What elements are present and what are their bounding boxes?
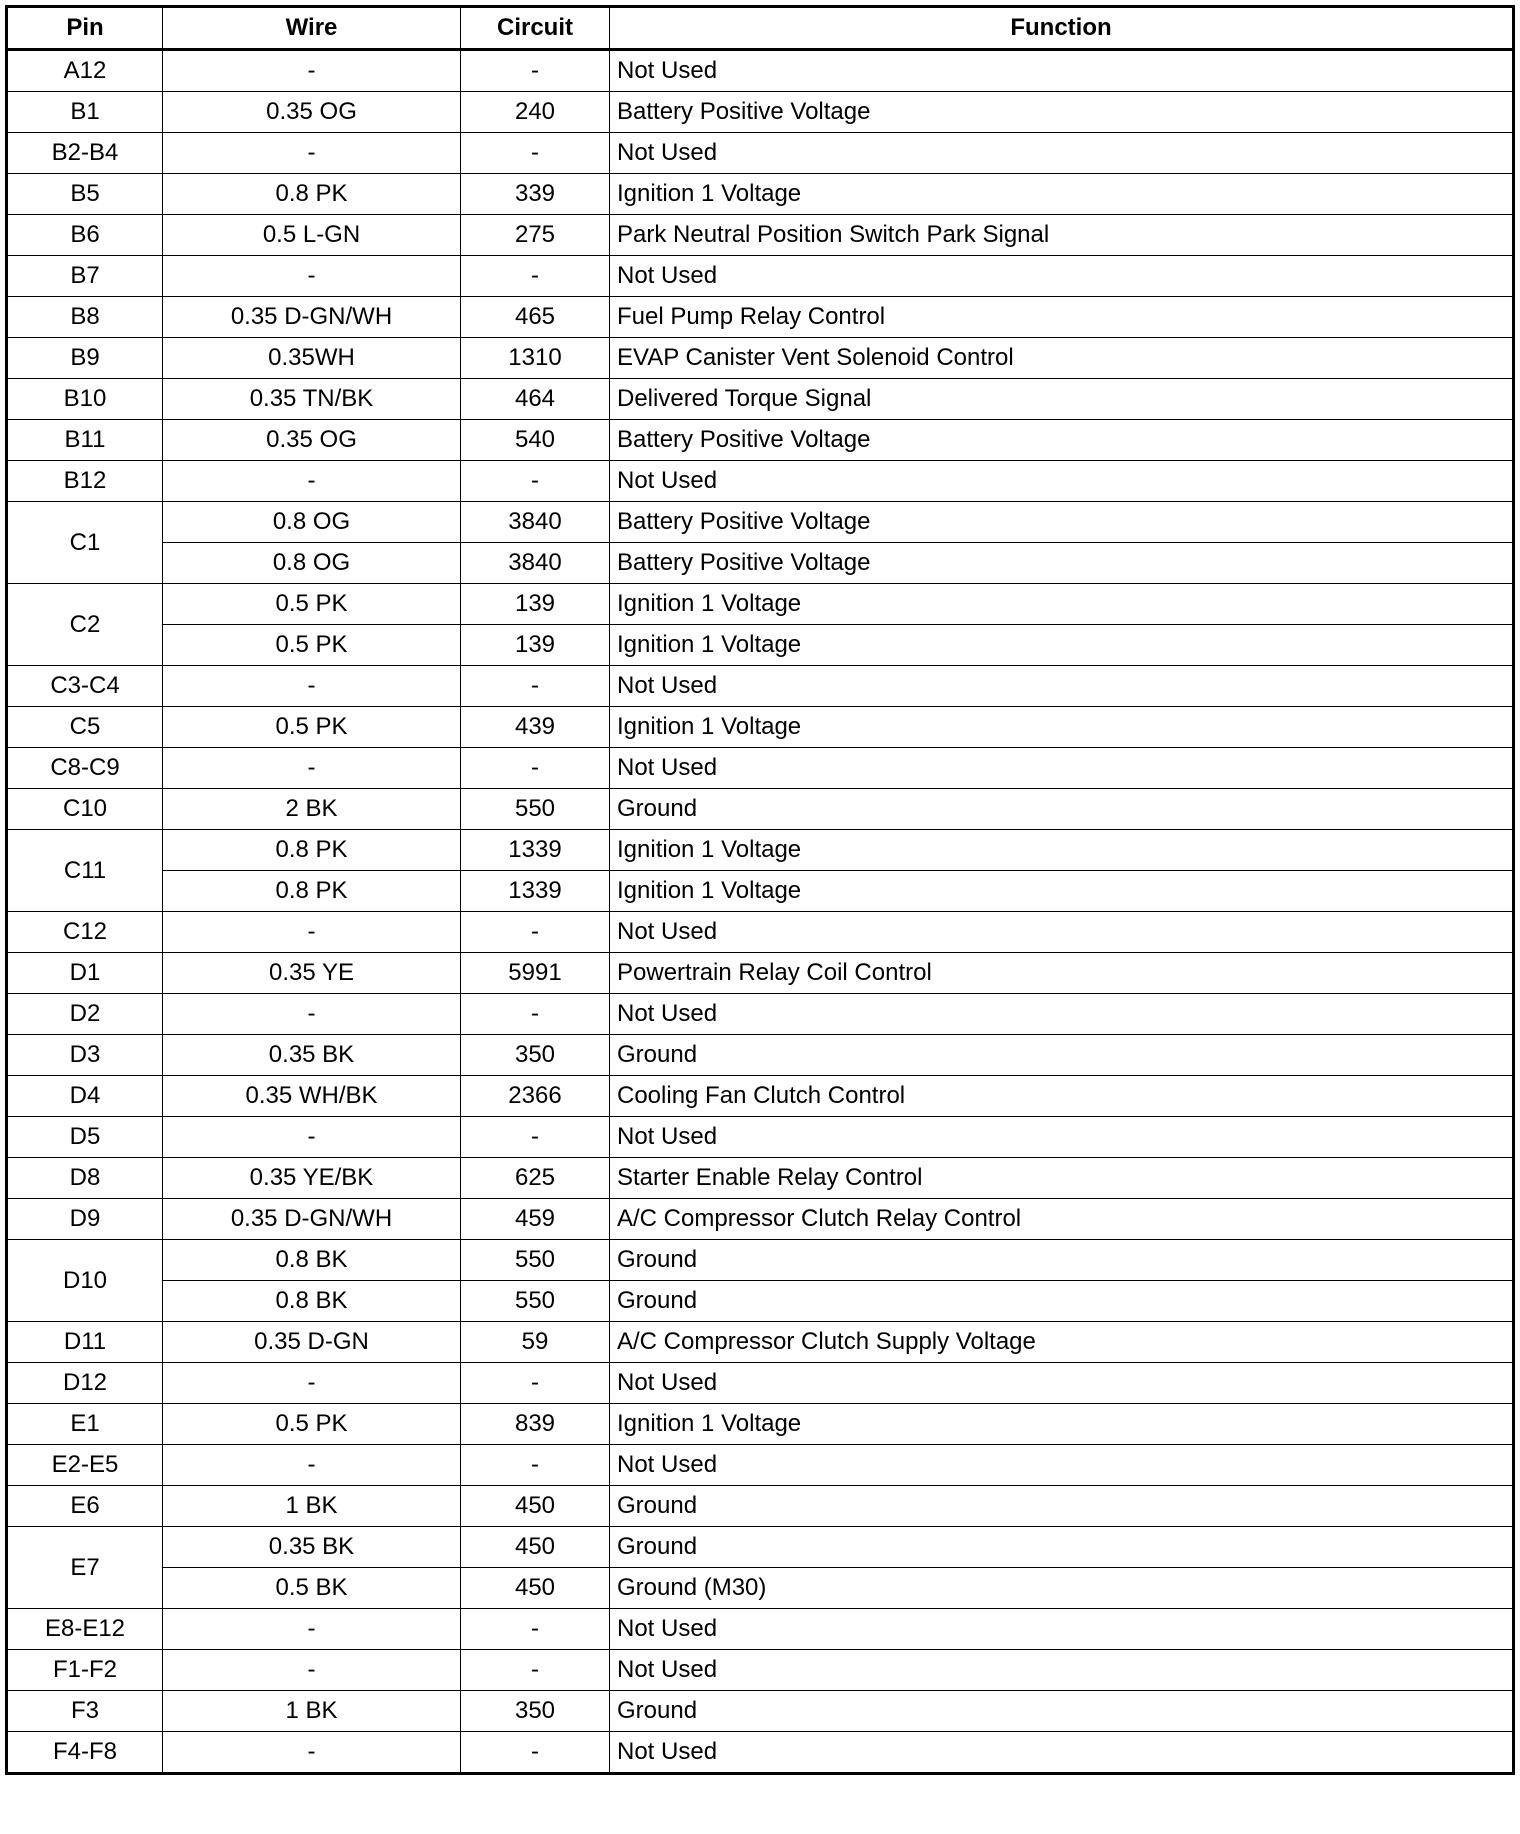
function-cell: Ignition 1 Voltage xyxy=(610,584,1514,625)
wire-cell: - xyxy=(163,1117,461,1158)
circuit-cell: 59 xyxy=(461,1322,610,1363)
pin-cell: D10 xyxy=(7,1240,163,1322)
wire-cell: 0.35 OG xyxy=(163,420,461,461)
circuit-cell: 550 xyxy=(461,789,610,830)
table-row xyxy=(7,1568,1514,1609)
circuit-cell: 550 xyxy=(461,1240,610,1281)
pin-cell: C12 xyxy=(7,912,163,953)
wire-cell: - xyxy=(163,912,461,953)
table-body xyxy=(7,50,1514,1774)
pin-cell: C1 xyxy=(7,502,163,584)
wire-cell: 0.35 D-GN xyxy=(163,1322,461,1363)
function-cell: Not Used xyxy=(610,50,1514,92)
table-row xyxy=(7,953,1514,994)
pin-cell: B11 xyxy=(7,420,163,461)
wire-cell: 0.8 BK xyxy=(163,1281,461,1322)
circuit-cell: 1339 xyxy=(461,871,610,912)
table-row xyxy=(7,50,1514,92)
pin-cell: B7 xyxy=(7,256,163,297)
circuit-cell: - xyxy=(461,1363,610,1404)
circuit-cell: 350 xyxy=(461,1691,610,1732)
connector-pinout-sheet xyxy=(5,5,1515,1775)
function-cell: Ground (M30) xyxy=(610,1568,1514,1609)
table-row xyxy=(7,666,1514,707)
wire-cell: - xyxy=(163,461,461,502)
table-row xyxy=(7,707,1514,748)
header-wire: Wire xyxy=(163,7,461,50)
table-row xyxy=(7,379,1514,420)
circuit-cell: 450 xyxy=(461,1568,610,1609)
table-row xyxy=(7,1281,1514,1322)
pin-cell: C8-C9 xyxy=(7,748,163,789)
table-row xyxy=(7,1076,1514,1117)
wire-cell: 0.5 BK xyxy=(163,1568,461,1609)
wire-cell: - xyxy=(163,1609,461,1650)
circuit-cell: 1339 xyxy=(461,830,610,871)
function-cell: Ignition 1 Voltage xyxy=(610,625,1514,666)
table-row xyxy=(7,461,1514,502)
circuit-cell: 2366 xyxy=(461,1076,610,1117)
wire-cell: 0.5 L-GN xyxy=(163,215,461,256)
function-cell: Not Used xyxy=(610,1117,1514,1158)
wire-cell: 0.35WH xyxy=(163,338,461,379)
table-row xyxy=(7,1691,1514,1732)
pinout-table xyxy=(5,5,1515,1775)
circuit-cell: - xyxy=(461,1117,610,1158)
wire-cell: 0.8 BK xyxy=(163,1240,461,1281)
table-row xyxy=(7,133,1514,174)
wire-cell: 1 BK xyxy=(163,1691,461,1732)
function-cell: Not Used xyxy=(610,256,1514,297)
pin-cell: C3-C4 xyxy=(7,666,163,707)
pin-cell: C5 xyxy=(7,707,163,748)
pin-cell: B8 xyxy=(7,297,163,338)
wire-cell: 0.35 OG xyxy=(163,92,461,133)
wire-cell: - xyxy=(163,748,461,789)
circuit-cell: 439 xyxy=(461,707,610,748)
table-row xyxy=(7,1240,1514,1281)
pin-cell: B1 xyxy=(7,92,163,133)
function-cell: Ignition 1 Voltage xyxy=(610,174,1514,215)
wire-cell: - xyxy=(163,1363,461,1404)
function-cell: Not Used xyxy=(610,1363,1514,1404)
function-cell: Ground xyxy=(610,1486,1514,1527)
wire-cell: 1 BK xyxy=(163,1486,461,1527)
pin-cell: F4-F8 xyxy=(7,1732,163,1774)
pin-cell: D8 xyxy=(7,1158,163,1199)
table-row xyxy=(7,1117,1514,1158)
function-cell: Ignition 1 Voltage xyxy=(610,1404,1514,1445)
wire-cell: 0.8 PK xyxy=(163,830,461,871)
table-row xyxy=(7,912,1514,953)
header-function: Function xyxy=(610,7,1514,50)
table-row xyxy=(7,1609,1514,1650)
wire-cell: 0.35 BK xyxy=(163,1035,461,1076)
pin-cell: D2 xyxy=(7,994,163,1035)
table-row xyxy=(7,1035,1514,1076)
pin-cell: B2-B4 xyxy=(7,133,163,174)
function-cell: Ground xyxy=(610,1527,1514,1568)
function-cell: Not Used xyxy=(610,461,1514,502)
wire-cell: 0.5 PK xyxy=(163,625,461,666)
function-cell: Ground xyxy=(610,789,1514,830)
pin-cell: D11 xyxy=(7,1322,163,1363)
table-row xyxy=(7,1322,1514,1363)
circuit-cell: 240 xyxy=(461,92,610,133)
function-cell: Delivered Torque Signal xyxy=(610,379,1514,420)
pin-cell: B9 xyxy=(7,338,163,379)
pin-cell: D12 xyxy=(7,1363,163,1404)
wire-cell: - xyxy=(163,256,461,297)
table-row xyxy=(7,338,1514,379)
wire-cell: 0.5 PK xyxy=(163,1404,461,1445)
circuit-cell: 139 xyxy=(461,625,610,666)
pin-cell: E1 xyxy=(7,1404,163,1445)
function-cell: Ground xyxy=(610,1240,1514,1281)
function-cell: Not Used xyxy=(610,1445,1514,1486)
wire-cell: 0.35 D-GN/WH xyxy=(163,297,461,338)
wire-cell: 0.35 YE xyxy=(163,953,461,994)
function-cell: Battery Positive Voltage xyxy=(610,92,1514,133)
pin-cell: D3 xyxy=(7,1035,163,1076)
circuit-cell: 540 xyxy=(461,420,610,461)
pin-cell: D5 xyxy=(7,1117,163,1158)
function-cell: Not Used xyxy=(610,1650,1514,1691)
table-row xyxy=(7,297,1514,338)
circuit-cell: - xyxy=(461,1732,610,1774)
pin-cell: B6 xyxy=(7,215,163,256)
circuit-cell: 3840 xyxy=(461,502,610,543)
wire-cell: 0.8 PK xyxy=(163,174,461,215)
wire-cell: 0.35 TN/BK xyxy=(163,379,461,420)
circuit-cell: - xyxy=(461,748,610,789)
function-cell: Battery Positive Voltage xyxy=(610,420,1514,461)
header-pin: Pin xyxy=(7,7,163,50)
table-row xyxy=(7,1732,1514,1774)
circuit-cell: - xyxy=(461,666,610,707)
table-row xyxy=(7,543,1514,584)
function-cell: Powertrain Relay Coil Control xyxy=(610,953,1514,994)
pin-cell: F1-F2 xyxy=(7,1650,163,1691)
circuit-cell: 3840 xyxy=(461,543,610,584)
table-row xyxy=(7,1445,1514,1486)
function-cell: Not Used xyxy=(610,666,1514,707)
pin-cell: F3 xyxy=(7,1691,163,1732)
circuit-cell: 1310 xyxy=(461,338,610,379)
circuit-cell: 459 xyxy=(461,1199,610,1240)
function-cell: Battery Positive Voltage xyxy=(610,502,1514,543)
function-cell: Ignition 1 Voltage xyxy=(610,830,1514,871)
circuit-cell: 275 xyxy=(461,215,610,256)
circuit-cell: 625 xyxy=(461,1158,610,1199)
table-row xyxy=(7,1199,1514,1240)
pin-cell: D4 xyxy=(7,1076,163,1117)
header-row xyxy=(7,7,1514,50)
function-cell: Ground xyxy=(610,1691,1514,1732)
function-cell: Cooling Fan Clutch Control xyxy=(610,1076,1514,1117)
pin-cell: B12 xyxy=(7,461,163,502)
wire-cell: 0.8 PK xyxy=(163,871,461,912)
wire-cell: - xyxy=(163,666,461,707)
table-row xyxy=(7,174,1514,215)
table-row xyxy=(7,789,1514,830)
circuit-cell: - xyxy=(461,1445,610,1486)
table-row xyxy=(7,994,1514,1035)
table-row xyxy=(7,1404,1514,1445)
pin-cell: C2 xyxy=(7,584,163,666)
table-row xyxy=(7,420,1514,461)
wire-cell: 0.35 D-GN/WH xyxy=(163,1199,461,1240)
circuit-cell: - xyxy=(461,1650,610,1691)
function-cell: Starter Enable Relay Control xyxy=(610,1158,1514,1199)
wire-cell: - xyxy=(163,994,461,1035)
wire-cell: - xyxy=(163,1650,461,1691)
wire-cell: - xyxy=(163,1445,461,1486)
table-row xyxy=(7,1363,1514,1404)
wire-cell: 0.35 WH/BK xyxy=(163,1076,461,1117)
circuit-cell: - xyxy=(461,994,610,1035)
function-cell: A/C Compressor Clutch Relay Control xyxy=(610,1199,1514,1240)
function-cell: Not Used xyxy=(610,1732,1514,1774)
circuit-cell: - xyxy=(461,50,610,92)
function-cell: Ignition 1 Voltage xyxy=(610,871,1514,912)
circuit-cell: 350 xyxy=(461,1035,610,1076)
circuit-cell: 450 xyxy=(461,1486,610,1527)
circuit-cell: 139 xyxy=(461,584,610,625)
circuit-cell: 339 xyxy=(461,174,610,215)
table-header xyxy=(7,7,1514,50)
table-row xyxy=(7,215,1514,256)
pin-cell: E8-E12 xyxy=(7,1609,163,1650)
table-row xyxy=(7,92,1514,133)
wire-cell: 2 BK xyxy=(163,789,461,830)
wire-cell: - xyxy=(163,50,461,92)
table-row xyxy=(7,256,1514,297)
table-row xyxy=(7,1486,1514,1527)
table-row xyxy=(7,625,1514,666)
circuit-cell: - xyxy=(461,461,610,502)
table-row xyxy=(7,871,1514,912)
function-cell: A/C Compressor Clutch Supply Voltage xyxy=(610,1322,1514,1363)
function-cell: Fuel Pump Relay Control xyxy=(610,297,1514,338)
function-cell: Not Used xyxy=(610,994,1514,1035)
function-cell: Ignition 1 Voltage xyxy=(610,707,1514,748)
circuit-cell: - xyxy=(461,133,610,174)
circuit-cell: 464 xyxy=(461,379,610,420)
wire-cell: 0.8 OG xyxy=(163,543,461,584)
pin-cell: E7 xyxy=(7,1527,163,1609)
function-cell: Not Used xyxy=(610,912,1514,953)
wire-cell: - xyxy=(163,1732,461,1774)
pin-cell: E6 xyxy=(7,1486,163,1527)
wire-cell: 0.8 OG xyxy=(163,502,461,543)
function-cell: Park Neutral Position Switch Park Signal xyxy=(610,215,1514,256)
table-row xyxy=(7,748,1514,789)
pin-cell: D9 xyxy=(7,1199,163,1240)
pin-cell: D1 xyxy=(7,953,163,994)
header-circuit: Circuit xyxy=(461,7,610,50)
function-cell: EVAP Canister Vent Solenoid Control xyxy=(610,338,1514,379)
table-row xyxy=(7,1527,1514,1568)
circuit-cell: 550 xyxy=(461,1281,610,1322)
table-row xyxy=(7,584,1514,625)
pin-cell: C11 xyxy=(7,830,163,912)
circuit-cell: 450 xyxy=(461,1527,610,1568)
circuit-cell: 839 xyxy=(461,1404,610,1445)
function-cell: Battery Positive Voltage xyxy=(610,543,1514,584)
wire-cell: 0.35 BK xyxy=(163,1527,461,1568)
table-row xyxy=(7,830,1514,871)
wire-cell: - xyxy=(163,133,461,174)
circuit-cell: 5991 xyxy=(461,953,610,994)
function-cell: Ground xyxy=(610,1035,1514,1076)
table-row xyxy=(7,502,1514,543)
table-row xyxy=(7,1158,1514,1199)
pin-cell: A12 xyxy=(7,50,163,92)
table-row xyxy=(7,1650,1514,1691)
circuit-cell: - xyxy=(461,1609,610,1650)
function-cell: Not Used xyxy=(610,133,1514,174)
pin-cell: E2-E5 xyxy=(7,1445,163,1486)
circuit-cell: - xyxy=(461,912,610,953)
pin-cell: C10 xyxy=(7,789,163,830)
circuit-cell: 465 xyxy=(461,297,610,338)
wire-cell: 0.5 PK xyxy=(163,584,461,625)
pin-cell: B10 xyxy=(7,379,163,420)
wire-cell: 0.5 PK xyxy=(163,707,461,748)
circuit-cell: - xyxy=(461,256,610,297)
function-cell: Not Used xyxy=(610,1609,1514,1650)
function-cell: Not Used xyxy=(610,748,1514,789)
function-cell: Ground xyxy=(610,1281,1514,1322)
wire-cell: 0.35 YE/BK xyxy=(163,1158,461,1199)
pin-cell: B5 xyxy=(7,174,163,215)
